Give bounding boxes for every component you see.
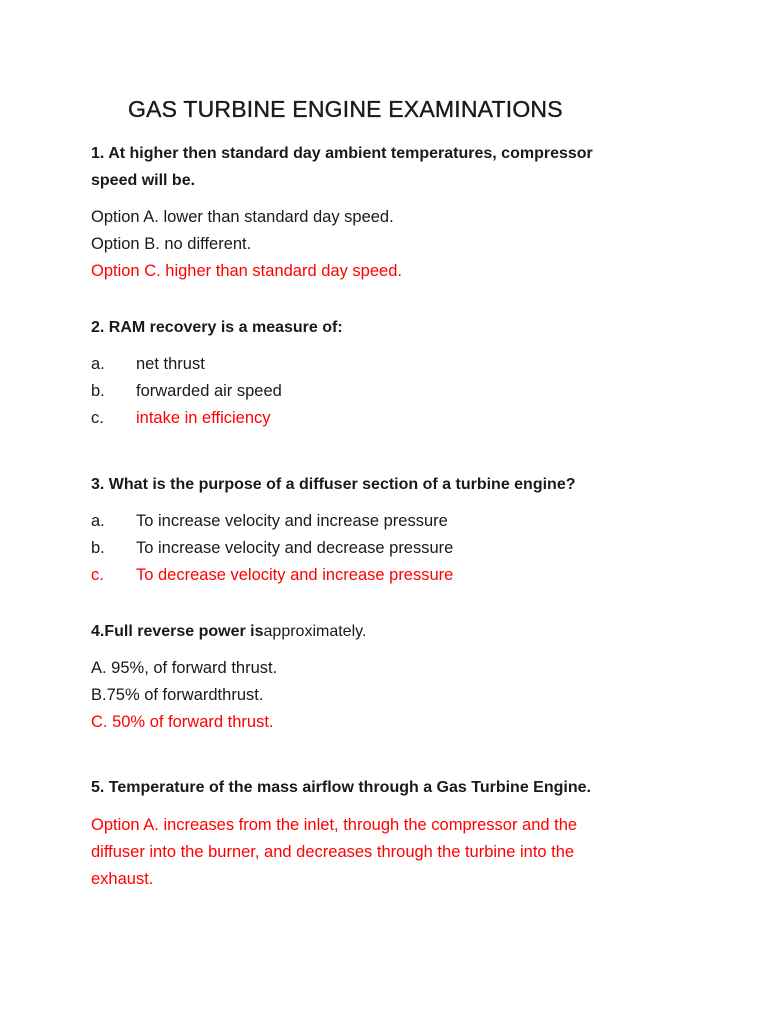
question-2-option-b [91,378,282,405]
option-letter: a. [91,512,105,530]
question-4-option-c-correct: C. 50% of forward thrust. [91,713,274,731]
option-text: net thrust [136,355,205,373]
option-text: To increase velocity and increase pressure [136,512,448,530]
option-text: To decrease velocity and increase pressure [136,566,454,584]
question-2-prompt: 2. RAM recovery is a measure of: [91,319,343,336]
question-4-prompt [91,618,366,645]
question-3-prompt: 3. What is the purpose of a diffuser section of a turbine engine? [91,476,576,493]
question-3-option-a [91,508,448,535]
question-4-prompt-bold: 4.Full reverse power is [91,623,264,640]
question-3-option-b [91,535,453,562]
option-text-correct: intake in efficiency [136,409,271,427]
question-5-answer-line-2: diffuser into the burner, and decreases through the turbine into the [91,843,575,861]
question-2-option-a [91,351,205,378]
question-3-option-c-correct [91,562,453,589]
question-2-option-c [91,405,271,432]
page-title: GAS TURBINE ENGINE EXAMINATIONS [128,96,563,122]
question-1-prompt-line-2: speed will be. [91,172,196,189]
question-1-option-b: Option B. no different. [91,235,252,253]
option-letter: b. [91,382,105,400]
question-5-prompt: 5. Temperature of the mass airflow through a Gas Turbine Engine. [91,779,591,796]
question-1-option-c-correct: Option C. higher than standard day speed. [91,262,402,280]
question-5-answer-line-1: Option A. increases from the inlet, through the compressor and the [91,816,578,834]
option-letter: c. [91,409,104,427]
question-5-answer-line-3: exhaust. [91,870,154,888]
option-text: To increase velocity and decrease pressure [136,539,454,557]
question-4-option-b: B.75% of forwardthrust. [91,686,264,704]
question-4-prompt-normal: approximately. [263,623,367,640]
option-letter: b. [91,539,105,557]
question-4-option-a: A. 95%, of forward thrust. [91,659,278,677]
option-letter: a. [91,355,105,373]
option-letter: c. [91,566,104,584]
question-1-option-a: Option A. lower than standard day speed. [91,208,394,226]
question-1-prompt-line-1: 1. At higher then standard day ambient temperatures, compressor [91,145,593,162]
option-text: forwarded air speed [136,382,282,400]
